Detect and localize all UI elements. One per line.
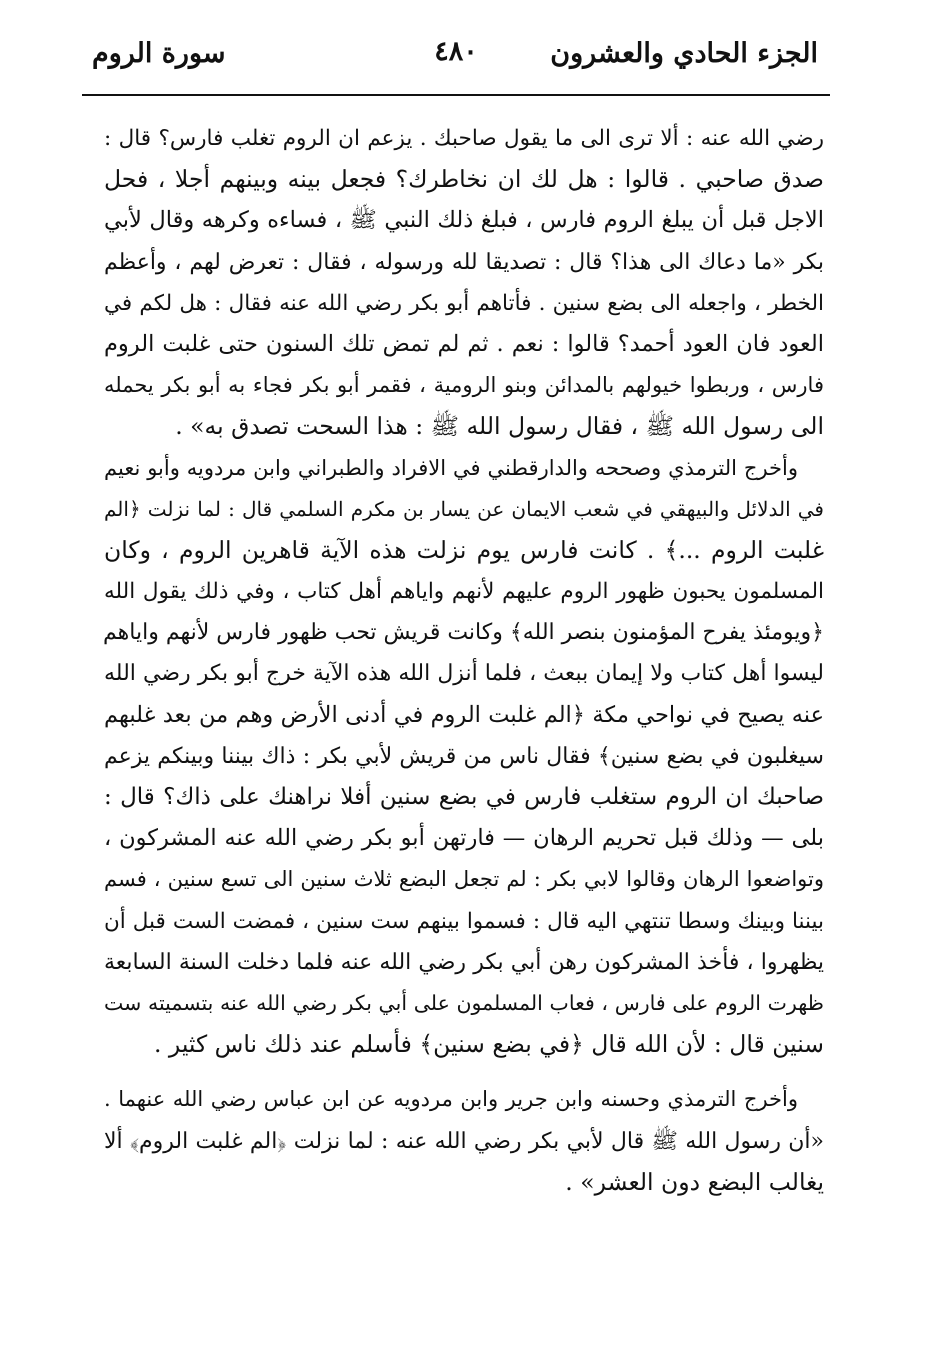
text-line: ليسوا أهل كتاب ولا إيمان ببعث ، فلما أنزل الله هذه الآية خرج أبو بكر رضي الله [104,661,824,687]
page-body [104,118,824,1203]
text-line: يظهروا ، فأخذ المشركون رهن أبي بكر رضي الله عنه فلما دخلت السنة السابعة [104,949,824,975]
text-line: صدق صاحبي . قالوا : هل لك ان نخاطرك؟ فجعل بينه وبينهم أجلا ، فحل [104,165,824,194]
text-line: بيننا وبينك وسطا تنتهي اليه قال : فسموا بينهم ست سنين ، فمضت الست قبل أن [104,908,824,934]
header-divider [82,94,830,96]
text-line: المسلمون يحبون ظهور الروم عليهم لأنهم واياهم أهل كتاب ، وفي ذلك يقول الله [104,579,824,605]
text-line: وأخرج الترمذي وحسنه وابن جرير وابن مردويه عن ابن عباس رضي الله عنهما . [104,1087,798,1112]
text-line: رضي الله عنه : ألا ترى الى ما يقول صاحبك . يزعم ان الروم تغلب فارس؟ قال : [104,126,824,151]
text-line: الى رسول الله ﷺ ، فقال رسول الله ﷺ : هذا السحت تصدق به» . [175,412,824,441]
text-line: وأخرج الترمذي وصححه والدارقطني في الافراد والطبراني وابن مردويه وأبو نعيم [104,455,798,480]
text-line: العود فان العود أحمد؟ قالوا : نعم . ثم لم تمض تلك السنون حتى غلبت الروم [104,330,824,357]
page-header [82,30,830,96]
surah-title: سورة الروم [92,38,226,69]
paragraph-gap [104,1065,824,1079]
text-line: سيغلبون في بضع سنين﴾ فقال ناس من قريش لأبي بكر : ذاك بيننا وبينكم يزعم [104,743,824,769]
text-line: بلى — وذلك قبل تحريم الرهان — فارتهن أبو بكر رضي الله عنه المشركون ، [104,825,824,852]
text-line: عنه يصيح في نواحي مكة ﴿الم غلبت الروم في أدنى الأرض وهم من بعد غلبهم [104,701,824,728]
paragraph [104,1079,824,1203]
text-line: الخطر ، واجعله الى بضع سنين . فأتاهم أبو بكر رضي الله عنه فقال : هل لكم في [104,290,824,316]
text-line: بكر «ما دعاك الى هذا؟ قال : تصديقا لله ورسوله ، فقال : تعرض لهم ، وأعظم [104,249,824,275]
paragraph [104,448,824,1066]
text-line: ظهرت الروم على فارس ، فعاب المسلمون على أبي بكر رضي الله عنه بتسميته ست [104,990,824,1015]
text-line: وتواضعوا الرهان وقالوا لابي بكر : لم تجعل البضع ثلاث سنين الى تسع سنين ، فسم [104,867,824,892]
text-line: في الدلائل والبيهقي في شعب الايمان عن يسار بن مكرم السلمي قال : لما نزلت ﴿الم [104,496,824,521]
text-line: سنين قال : لأن الله قال ﴿في بضع سنين﴾ فأسلم عند ذلك ناس كثير . [153,1030,824,1059]
text-line: يغالب البضع دون العشر» . [565,1167,824,1196]
text-line: الاجل قبل أن يبلغ الروم فارس ، فبلغ ذلك النبي ﷺ ، فساءه وكرهه وقال لأبي [104,207,824,234]
text-line: ﴿ويومئذ يفرح المؤمنون بنصر الله﴾ وكانت قريش تحب ظهور فارس لأنهم واياهم [103,620,824,646]
page-number: ٤٨٠ [434,36,478,67]
part-title: الجزء الحادي والعشرون [550,38,818,69]
text-line: «أن رسول الله ﷺ قال لأبي بكر رضي الله عنه : لما نزلت ﴿الم غلبت الروم﴾ ألا [104,1128,824,1154]
text-line: صاحبك ان الروم ستغلب فارس في بضع سنين أفلا نراهنك على ذاك؟ قال : [104,784,824,810]
paragraph [104,118,824,448]
text-line: فارس ، وربطوا خيولهم بالمدائن وبنو الرومية ، فقمر أبو بكر فجاء به أبو بكر يحمله [104,373,824,398]
text-line: غلبت الروم ...﴾ . كانت فارس يوم نزلت هذه الآية قاهرين الروم ، وكان [104,535,824,564]
